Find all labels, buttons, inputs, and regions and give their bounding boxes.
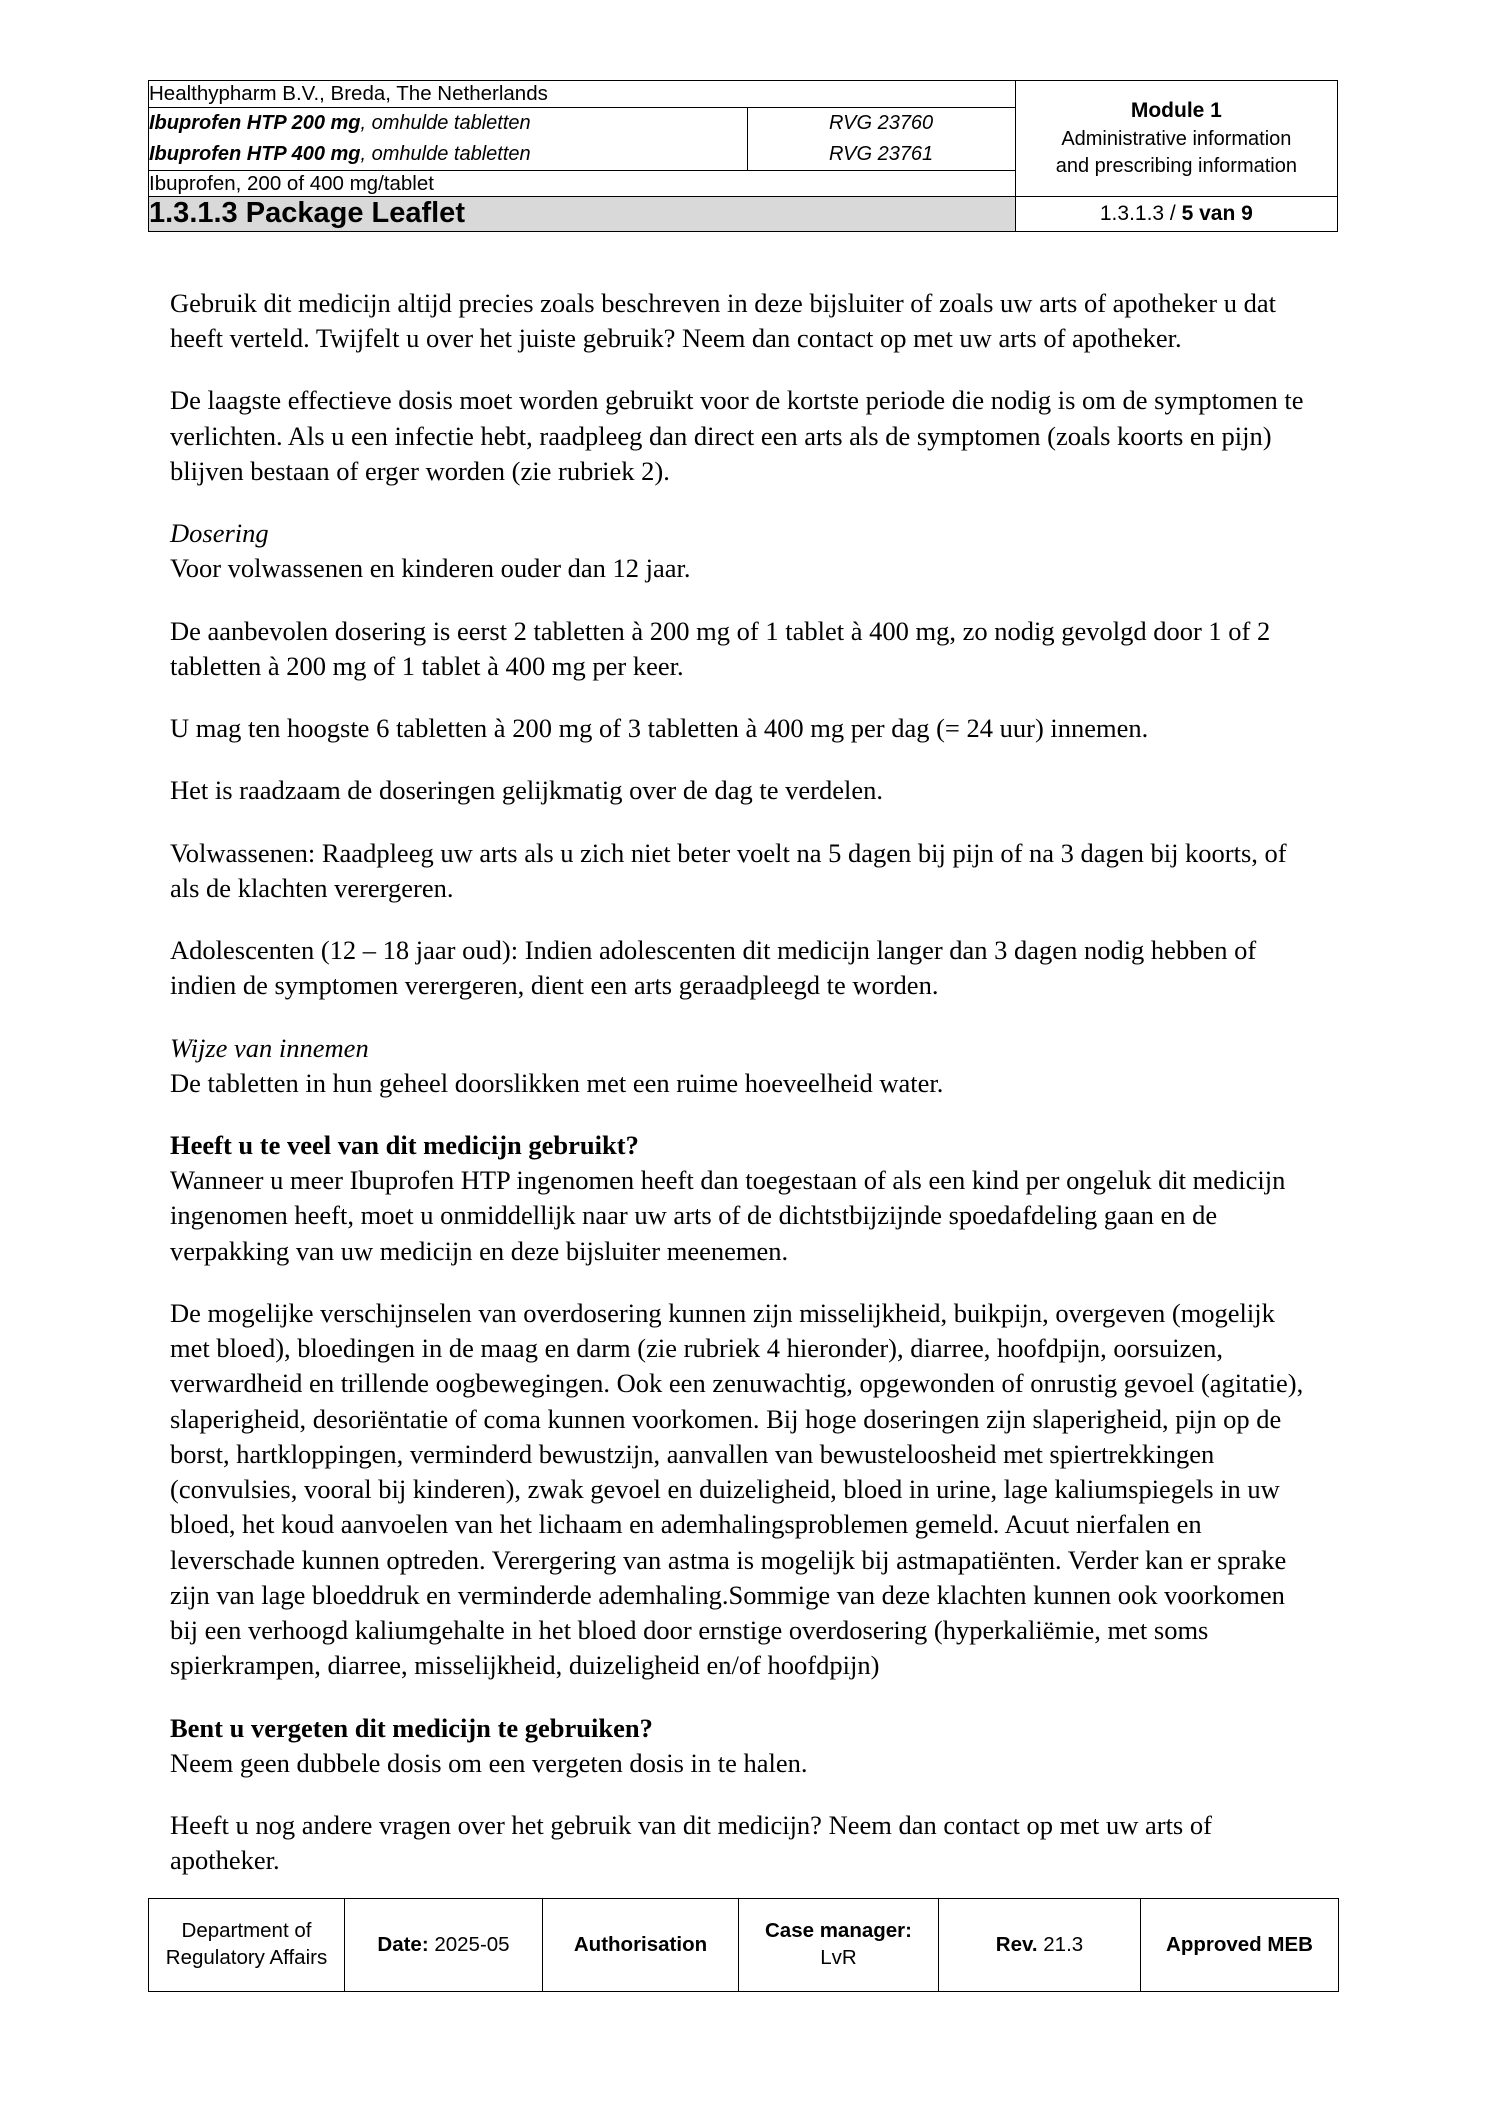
product-line-1 [149, 108, 747, 139]
case-manager-label: Case manager: [765, 1919, 912, 1943]
module-cell [1015, 81, 1337, 197]
product-name-2: Ibuprofen HTP 400 mg [149, 142, 361, 165]
paragraph-overdose-action: Wanneer u meer Ibuprofen HTP ingenomen heeft dan toegestaan of als een kind per ongeluk dit medicijn ingenomen heeft, moet u onmiddellijk naar uw arts of de dichtstbijzijnde spoedafdeling gaan en de verpakking van uw medicijn en deze bijsluiter meenemen. [170, 1165, 1286, 1266]
product-names-cell [149, 107, 748, 170]
rvg-cell [747, 107, 1015, 170]
paragraph-usage-intro: Gebruik dit medicijn altijd precies zoals beschreven in deze bijsluiter of zoals uw arts of apotheker u dat heeft verteld. Twijfelt u over het juiste gebruik? Neem dan contact op met uw arts of apotheker. [170, 288, 1276, 354]
rev-value: 21.3 [1037, 1932, 1084, 1956]
footer-row [149, 1899, 1339, 1992]
heading-dosering: Dosering [170, 518, 269, 549]
footer-table [148, 1898, 1339, 1992]
approved-label: Approved MEB [1166, 1932, 1313, 1956]
heading-missed-dose: Bent u vergeten dit medicijn te gebruiken? [170, 1712, 653, 1743]
paragraph-max-dose: U mag ten hoogste 6 tabletten à 200 mg of 3 tabletten à 400 mg per dag (= 24 uur) innemen. [170, 713, 1149, 744]
product-line-2 [149, 139, 747, 170]
leaflet-title: 1.3.1.3 Package Leaflet [149, 197, 1016, 231]
paragraph-adolescents: Adolescenten (12 – 18 jaar oud): Indien adolescenten dit medicijn langer dan 3 dagen nodig hebben of indien de symptomen verergeren, dient een arts geraadpleegd te worden. [170, 935, 1257, 1001]
generic-cell [149, 170, 1016, 197]
product-form-2: , omhulde tabletten [360, 142, 531, 165]
date-label: Date: [377, 1932, 429, 1956]
footer-date-cell [345, 1899, 543, 1992]
paragraph-swallow-whole: De tabletten in hun geheel doorslikken met een ruime hoeveelheid water. [170, 1067, 944, 1098]
rvg-number-2: RVG 23761 [829, 142, 934, 165]
rev-label: Rev. [995, 1932, 1038, 1956]
header-row-company [149, 81, 1338, 108]
footer-approved-cell [1141, 1899, 1339, 1992]
company-cell [149, 81, 1016, 108]
footer-department-cell [149, 1899, 345, 1992]
paragraph-overdose-symptoms: De mogelijke verschijnselen van overdosering kunnen zijn misselijkheid, buikpijn, overgeven (mogelijk met bloed), bloedingen in de maag en darm (zie rubriek 4 hieronder), diarree, hoofdpijn, oorsuizen, verwardheid en trillende oogbewegingen. Ook een zenuwachtig, opgewonden of onrustig gevoel (agitatie), slaperigheid, desoriëntatie of coma kunnen voorkomen. Bij hoge doseringen zijn slaperigheid, pijn op de borst, hartkloppingen, verminderd bewustzijn, aanvallen van bewusteloosheid met spiertrekkingen (convulsies, vooral bij kinderen), zwak gevoel en duizeligheid, bloed in urine, lage kaliumspiegels in uw bloed, het koud aanvoelen van het lichaam en ademhalingsproblemen gemeld. Acuut nierfalen en leverschade kunnen optreden. Verergering van astma is mogelijk bij astmapatiënten. Verder kan er sprake zijn van lage bloeddruk en verminderde ademhaling.Sommige van deze klachten kunnen ook voorkomen bij een verhoogd kaliumgehalte in het bloed door ernstige overdosering (hyperkaliëmie, met soms spierkrampen, diarree, misselijkheid, duizeligheid en/of hoofdpijn) [170, 1297, 1304, 1681]
product-name-1: Ibuprofen HTP 200 mg [149, 111, 361, 134]
rvg-number-1: RVG 23760 [829, 111, 934, 134]
module-title: Module 1 [1130, 98, 1222, 122]
document-header [148, 80, 1338, 232]
footer-rev-cell [939, 1899, 1141, 1992]
leaflet-page-indicator [1015, 197, 1337, 231]
paragraph-missed-dose: Neem geen dubbele dosis om een vergeten dosis in te halen. [170, 1747, 808, 1778]
header-row-leaflet [149, 197, 1338, 231]
product-form-1: , omhulde tabletten [360, 111, 531, 134]
document-footer [148, 1898, 1338, 1992]
date-value: 2025-05 [428, 1932, 510, 1956]
module-line-2: and prescribing information [1055, 155, 1297, 178]
department-line-1: Department of [181, 1919, 312, 1943]
footer-case-manager-cell [739, 1899, 939, 1992]
authorisation-label: Authorisation [573, 1932, 708, 1956]
paragraph-recommended-dose: De aanbevolen dosering is eerst 2 tabletten à 200 mg of 1 tablet à 400 mg, zo nodig gevolgd door 1 of 2 tabletten à 200 mg of 1 tablet à 400 mg per keer. [170, 615, 1271, 681]
company-name: Healthypharm B.V., Breda, The Netherlands [149, 82, 548, 105]
generic-name: Ibuprofen, 200 of 400 mg/tablet [149, 171, 434, 195]
paragraph-lowest-dose: De laagste effectieve dosis moet worden gebruikt voor de kortste periode die nodig is om de symptomen te verlichten. Als u een infectie hebt, raadpleeg dan direct een arts als de symptomen (zoals koorts en pijn) blijven bestaan of erger worden (zie rubriek 2). [170, 385, 1304, 486]
footer-authorisation-cell [543, 1899, 739, 1992]
paragraph-adults-children: Voor volwassenen en kinderen ouder dan 12 jaar. [170, 553, 691, 584]
leaflet-page-number: 5 van 9 [1181, 201, 1253, 225]
heading-overdose: Heeft u te veel van dit medicijn gebruikt? [170, 1129, 639, 1160]
paragraph-spread-doses: Het is raadzaam de doseringen gelijkmatig over de dag te verdelen. [170, 775, 884, 806]
module-line-1: Administrative information [1061, 128, 1292, 151]
case-manager-value: LvR [820, 1946, 857, 1969]
leaflet-body [170, 286, 1310, 1905]
department-line-2: Regulatory Affairs [165, 1946, 328, 1969]
paragraph-adults-advice: Volwassenen: Raadpleeg uw arts als u zich niet beter voelt na 5 dagen bij pijn of na 3 dagen bij koorts, of als de klachten verergeren. [170, 837, 1287, 903]
heading-wijze-van-innemen: Wijze van innemen [170, 1032, 369, 1063]
leaflet-section-number: 1.3.1.3 / [1099, 201, 1182, 225]
header-table [148, 80, 1338, 232]
paragraph-other-questions: Heeft u nog andere vragen over het gebruik van dit medicijn? Neem dan contact op met uw arts of apotheker. [170, 1809, 1212, 1876]
